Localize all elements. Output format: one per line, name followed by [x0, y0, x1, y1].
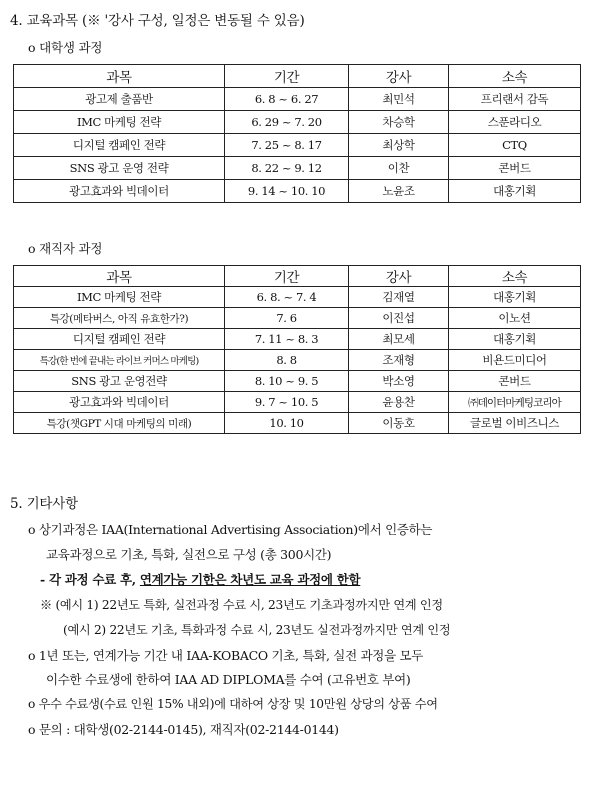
cell-period: 6. 8. ~ 7. 4 [225, 287, 349, 308]
cell-period: 9. 7 ~ 10. 5 [225, 392, 349, 413]
cell-affiliation: 대홍기획 [449, 287, 581, 308]
cell-instructor: 이동호 [349, 413, 449, 434]
header-subject: 과목 [14, 266, 225, 287]
cell-affiliation: 대홍기획 [449, 329, 581, 350]
note-diploma-award: 이수한 수료생에 한하여 IAA AD DIPLOMA를 수여 (고유번호 부여) [46, 672, 411, 687]
cell-subject: 특강(메타버스, 아직 유효한가?) [14, 308, 225, 329]
table-row [14, 287, 581, 308]
note-linkage-period [40, 570, 360, 588]
header-instructor: 강사 [349, 65, 449, 88]
cell-instructor: 최모세 [349, 329, 449, 350]
cell-instructor: 차승학 [349, 111, 449, 134]
cell-subject: SNS 광고 운영 전략 [14, 157, 225, 180]
cell-instructor: 노윤조 [349, 180, 449, 203]
header-subject: 과목 [14, 65, 225, 88]
univ-course-title: o 대학생 과정 [28, 40, 103, 55]
cell-instructor: 이찬 [349, 157, 449, 180]
table-row [14, 157, 581, 180]
section4-title: 4. 교육과목 (※ '강사 구성, 일정은 변동될 수 있음) [10, 13, 305, 29]
note-contact: o 문의 : 대학생(02-2144-0145), 재직자(02-2144-0144) [28, 722, 339, 737]
cell-affiliation: 대홍기획 [449, 180, 581, 203]
table-row [14, 134, 581, 157]
cell-subject: 광고효과와 빅데이터 [14, 180, 225, 203]
table-row [14, 350, 581, 371]
cell-instructor: 최민석 [349, 88, 449, 111]
cell-subject: SNS 광고 운영전략 [14, 371, 225, 392]
table-row [14, 329, 581, 350]
cell-period: 7. 6 [225, 308, 349, 329]
table-row [14, 111, 581, 134]
header-affiliation: 소속 [449, 266, 581, 287]
table-header-row [14, 266, 581, 287]
header-affiliation: 소속 [449, 65, 581, 88]
table-row [14, 180, 581, 203]
cell-period: 10. 10 [225, 413, 349, 434]
table-header-row [14, 65, 581, 88]
cell-subject: 광고제 출품반 [14, 88, 225, 111]
univ-course-table [13, 64, 581, 203]
cell-subject: IMC 마케팅 전략 [14, 287, 225, 308]
worker-course-title: o 재직자 과정 [28, 241, 103, 256]
cell-period: 8. 22 ~ 9. 12 [225, 157, 349, 180]
cell-period: 6. 8 ~ 6. 27 [225, 88, 349, 111]
cell-instructor: 김재열 [349, 287, 449, 308]
cell-subject: 디지털 캠페인 전략 [14, 329, 225, 350]
cell-period: 7. 25 ~ 8. 17 [225, 134, 349, 157]
cell-affiliation: 프리랜서 감독 [449, 88, 581, 111]
cell-affiliation: 콘버드 [449, 371, 581, 392]
header-instructor: 강사 [349, 266, 449, 287]
cell-instructor: 최상학 [349, 134, 449, 157]
table-row [14, 371, 581, 392]
table-row [14, 413, 581, 434]
cell-period: 9. 14 ~ 10. 10 [225, 180, 349, 203]
note-excellent-award: o 우수 수료생(수료 인원 15% 내외)에 대하여 상장 및 10만원 상당의 상품 수여 [28, 697, 438, 711]
note-iaa-certification: o 상기과정은 IAA(International Advertising Association)에서 인증하는 [28, 522, 433, 537]
note-diploma-condition: o 1년 또는, 연계가능 기간 내 IAA-KOBACO 기초, 특화, 실전 과정을 모두 [28, 648, 424, 663]
worker-course-table [13, 265, 581, 434]
note-example-1: ※ (예시 1) 22년도 특화, 실전과정 수료 시, 23년도 기초과정까지만 연계 인정 [40, 598, 443, 612]
cell-subject: IMC 마케팅 전략 [14, 111, 225, 134]
note-example-2: (예시 2) 22년도 기초, 특화과정 수료 시, 23년도 실전과정까지만 연계 인정 [63, 623, 451, 637]
cell-period: 7. 11 ~ 8. 3 [225, 329, 349, 350]
header-period: 기간 [225, 266, 349, 287]
cell-period: 8. 8 [225, 350, 349, 371]
cell-subject: 특강(챗GPT 시대 마케팅의 미래) [14, 413, 225, 434]
table-row [14, 88, 581, 111]
section5-title: 5. 기타사항 [10, 496, 78, 512]
cell-affiliation: 스푼라디오 [449, 111, 581, 134]
table-row [14, 308, 581, 329]
cell-affiliation: CTQ [449, 134, 581, 157]
cell-affiliation: ㈜데이터마케팅코리아 [449, 392, 581, 413]
cell-instructor: 윤용찬 [349, 392, 449, 413]
cell-affiliation: 글로벌 이비즈니스 [449, 413, 581, 434]
cell-period: 8. 10 ~ 9. 5 [225, 371, 349, 392]
cell-subject: 특강(한 번에 끝내는 라이브 커머스 마케팅) [14, 350, 225, 371]
note-linkage-prefix: - 각 과정 수료 후, [40, 572, 140, 587]
cell-subject: 광고효과와 빅데이터 [14, 392, 225, 413]
cell-instructor: 이진섭 [349, 308, 449, 329]
cell-affiliation: 콘버드 [449, 157, 581, 180]
note-linkage-underlined: 연계가능 기한은 차년도 교육 과정에 한함 [139, 572, 361, 587]
header-period: 기간 [225, 65, 349, 88]
cell-affiliation: 이노션 [449, 308, 581, 329]
cell-instructor: 박소영 [349, 371, 449, 392]
cell-instructor: 조재형 [349, 350, 449, 371]
cell-period: 6. 29 ~ 7. 20 [225, 111, 349, 134]
note-course-composition: 교육과정으로 기초, 특화, 실전으로 구성 (총 300시간) [46, 547, 332, 562]
cell-subject: 디지털 캠페인 전략 [14, 134, 225, 157]
table-row [14, 392, 581, 413]
cell-affiliation: 비욘드미디어 [449, 350, 581, 371]
